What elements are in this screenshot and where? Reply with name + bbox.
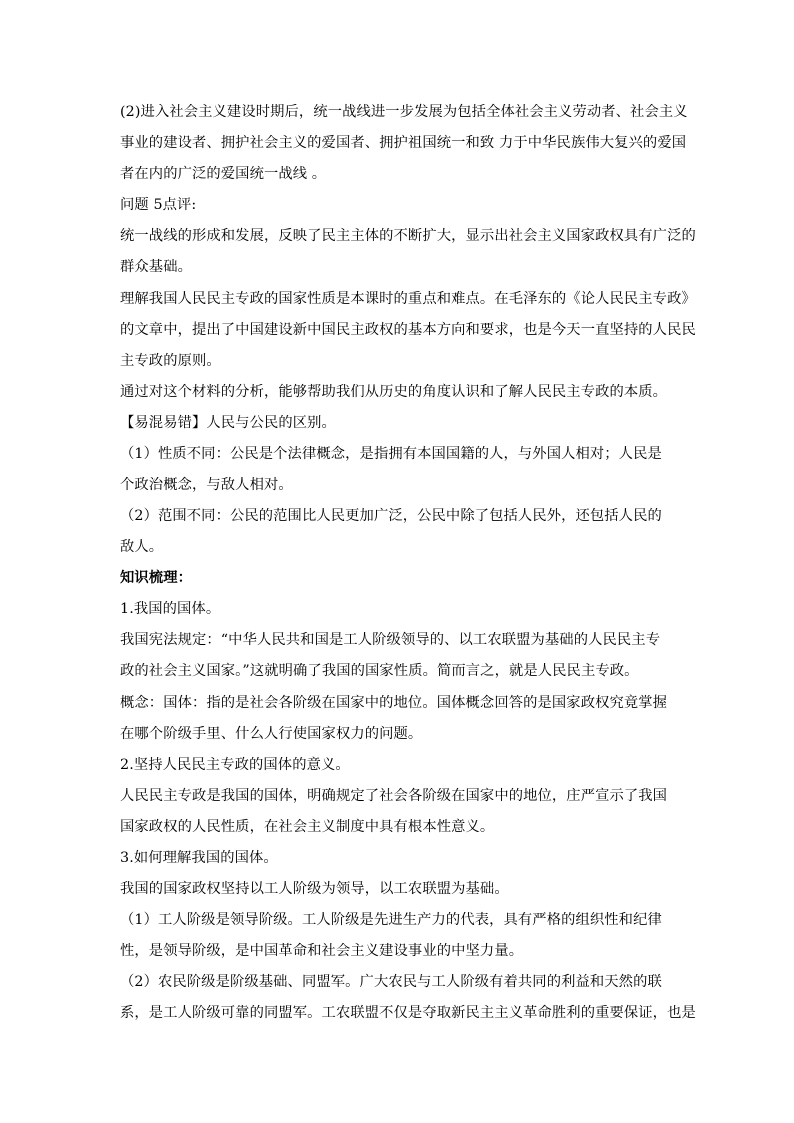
text-line: 我国宪法规定：“中华人民共和国是工人阶级领导的、以工农联盟为基础的人民民主专: [120, 632, 661, 648]
text-line: 的文章中，提出了中国建设新中国民主政权的基本方向和要求，也是今天一直坚持的人民民: [120, 322, 696, 338]
text-line: 敌人。: [120, 539, 164, 555]
text-line: 通过对这个材料的分析，能够帮助我们从历史的角度认识和了解人民民主专政的本质。: [120, 384, 668, 400]
text-line: 2.坚持人民民主专政的国体的意义。: [120, 757, 350, 773]
text-line: 群众基础。: [120, 259, 192, 275]
text-line: 人民民主专政是我国的国体，明确规定了社会各阶级在国家中的地位，庄严宣示了我国: [120, 788, 668, 804]
text-line: 概念：国体：指的是社会各阶级在国家中的地位。国体概念回答的是国家政权究竟掌握: [120, 695, 668, 711]
text-line: 问题 5点评:: [120, 197, 197, 213]
text-line: 系，是工人阶级可靠的同盟军。工农联盟不仅是夺取新民主主义革命胜利的重要保证，也是: [120, 1005, 696, 1021]
section-heading: 知识梳理：: [120, 570, 192, 586]
text-line: (2)进入社会主义建设时期后，统一战线进一步发展为包括全体社会主义劳动者、社会主义: [120, 104, 688, 120]
text-line: 【易混易错】人民与公民的区别。: [120, 415, 336, 431]
text-line: 国家政权的人民性质，在社会主义制度中具有根本性意义。: [120, 819, 495, 835]
text-line: 3.如何理解我国的国体。: [120, 850, 278, 866]
text-line: 个政治概念，与敌人相对。: [120, 477, 293, 493]
text-line: （1）工人阶级是领导阶级。工人阶级是先进生产力的代表，具有严格的组织性和纪律: [120, 912, 662, 928]
text-line: 主专政的原则。: [120, 353, 221, 369]
text-line: 性，是领导阶级，是中国革命和社会主义建设事业的中坚力量。: [120, 943, 524, 959]
text-line: 事业的建设者、拥护社会主义的爱国者、拥护祖国统一和致 力于中华民族伟大复兴的爱国: [120, 135, 687, 151]
text-line: 在哪个阶级手里、什么人行使国家权力的问题。: [120, 726, 423, 742]
text-line: （1）性质不同：公民是个法律概念，是指拥有本国国籍的人，与外国人相对；人民是: [120, 446, 662, 462]
text-line: （2）农民阶级是阶级基础、同盟军。广大农民与工人阶级有着共同的利益和天然的联: [120, 974, 662, 990]
text-line: 者在内的广泛的爱国统一战线 。: [120, 166, 327, 182]
text-line: 政的社会主义国家。”这就明确了我国的国家性质。简而言之，就是人民民主专政。: [120, 663, 639, 679]
text-line: 1.我国的国体。: [120, 601, 221, 617]
text-line: （2）范围不同：公民的范围比人民更加广泛，公民中除了包括人民外，还包括人民的: [120, 508, 662, 524]
text-line: 我国的国家政权坚持以工人阶级为领导，以工农联盟为基础。: [120, 881, 509, 897]
text-line: 理解我国人民民主专政的国家性质是本课时的重点和难点。在毛泽东的《论人民民主专政》: [120, 291, 696, 307]
text-line: 统一战线的形成和发展，反映了民主主体的不断扩大，显示出社会主义国家政权具有广泛的: [120, 228, 696, 244]
